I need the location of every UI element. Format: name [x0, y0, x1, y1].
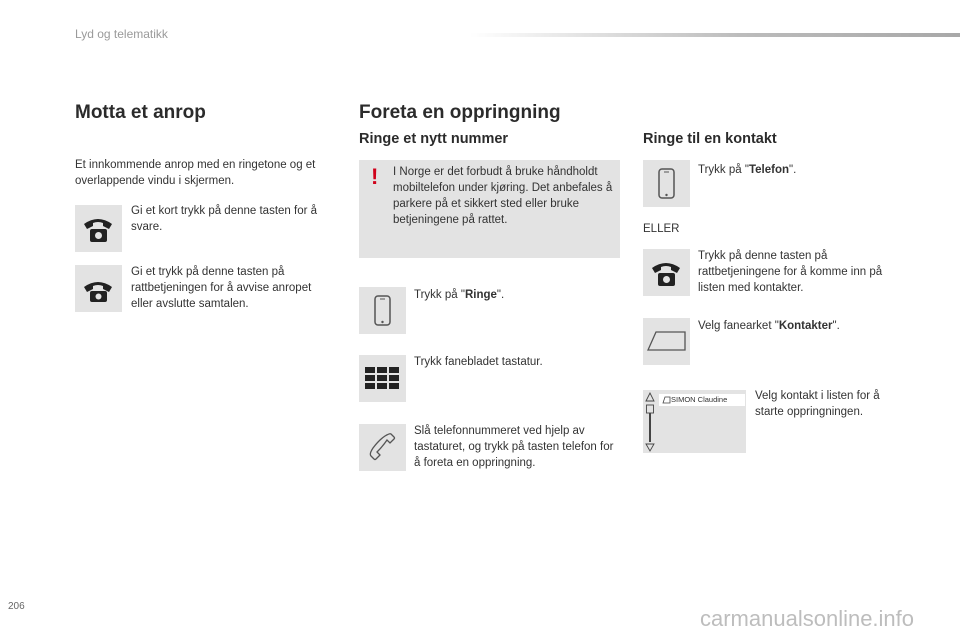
contacts-tab-icon — [643, 318, 690, 365]
contacts-step-text: Velg fanearket "Kontakter". — [698, 320, 840, 332]
select-contact-text: Velg kontakt i listen for å starte oppringningen. — [755, 390, 880, 418]
header-divider — [470, 33, 960, 37]
receive-call-title: Motta et anrop — [75, 102, 206, 123]
warning-box — [359, 160, 620, 258]
receive-call-intro: Et innkommende anrop med en ringetone og et overlappende vindu i skjermen. — [75, 159, 316, 187]
watermark: carmanualsonline.info — [700, 606, 915, 631]
section-header: Lyd og telematikk — [75, 27, 168, 41]
or-label: ELLER — [643, 223, 680, 235]
reject-call-icon — [75, 265, 122, 312]
reject-call-text: Gi et trykk på denne tasten på rattbetjeningen for å avvise anropet eller avslutte samtalen. — [131, 266, 312, 310]
dial-number-step-text: Slå telefonnummeret ved hjelp av tastaturet, og trykk på tasten telefon for å foreta en oppringning. — [414, 425, 614, 469]
phone-menu-icon — [643, 160, 690, 207]
phone-menu-icon — [359, 287, 406, 334]
telefon-step-text: Trykk på "Telefon". — [698, 164, 797, 176]
answer-call-text: Gi et kort trykk på denne tasten for å svare. — [131, 205, 318, 233]
keypad-icon — [359, 355, 406, 402]
answer-call-icon — [75, 205, 122, 252]
keypad-step-text: Trykk fanebladet tastatur. — [414, 356, 543, 368]
contact-card-icon — [662, 396, 671, 404]
make-call-title: Foreta en oppringning — [359, 102, 561, 123]
call-handset-icon — [359, 424, 406, 471]
contact-name: SIMON Claudine — [671, 395, 728, 404]
warning-icon: ! — [371, 164, 379, 189]
contact-subtitle: Ringe til en kontakt — [643, 131, 777, 147]
dial-step-text: Trykk på "Ringe". — [414, 289, 505, 301]
steering-step-text: Trykk på denne tasten på rattbetjeningene for å komme inn på listen med kontakter. — [698, 250, 883, 294]
contact-list-screen — [643, 390, 746, 453]
warning-text: I Norge er det forbudt å bruke håndholdt mobiltelefon under kjøring. Det anbefales å parkere på et sikkert sted eller bruke betjeningene på rattet. — [393, 166, 613, 226]
steering-call-icon — [643, 249, 690, 296]
new-number-subtitle: Ringe et nytt nummer — [359, 131, 509, 147]
scrollbar-icon — [643, 390, 657, 453]
page-number: 206 — [8, 601, 25, 612]
